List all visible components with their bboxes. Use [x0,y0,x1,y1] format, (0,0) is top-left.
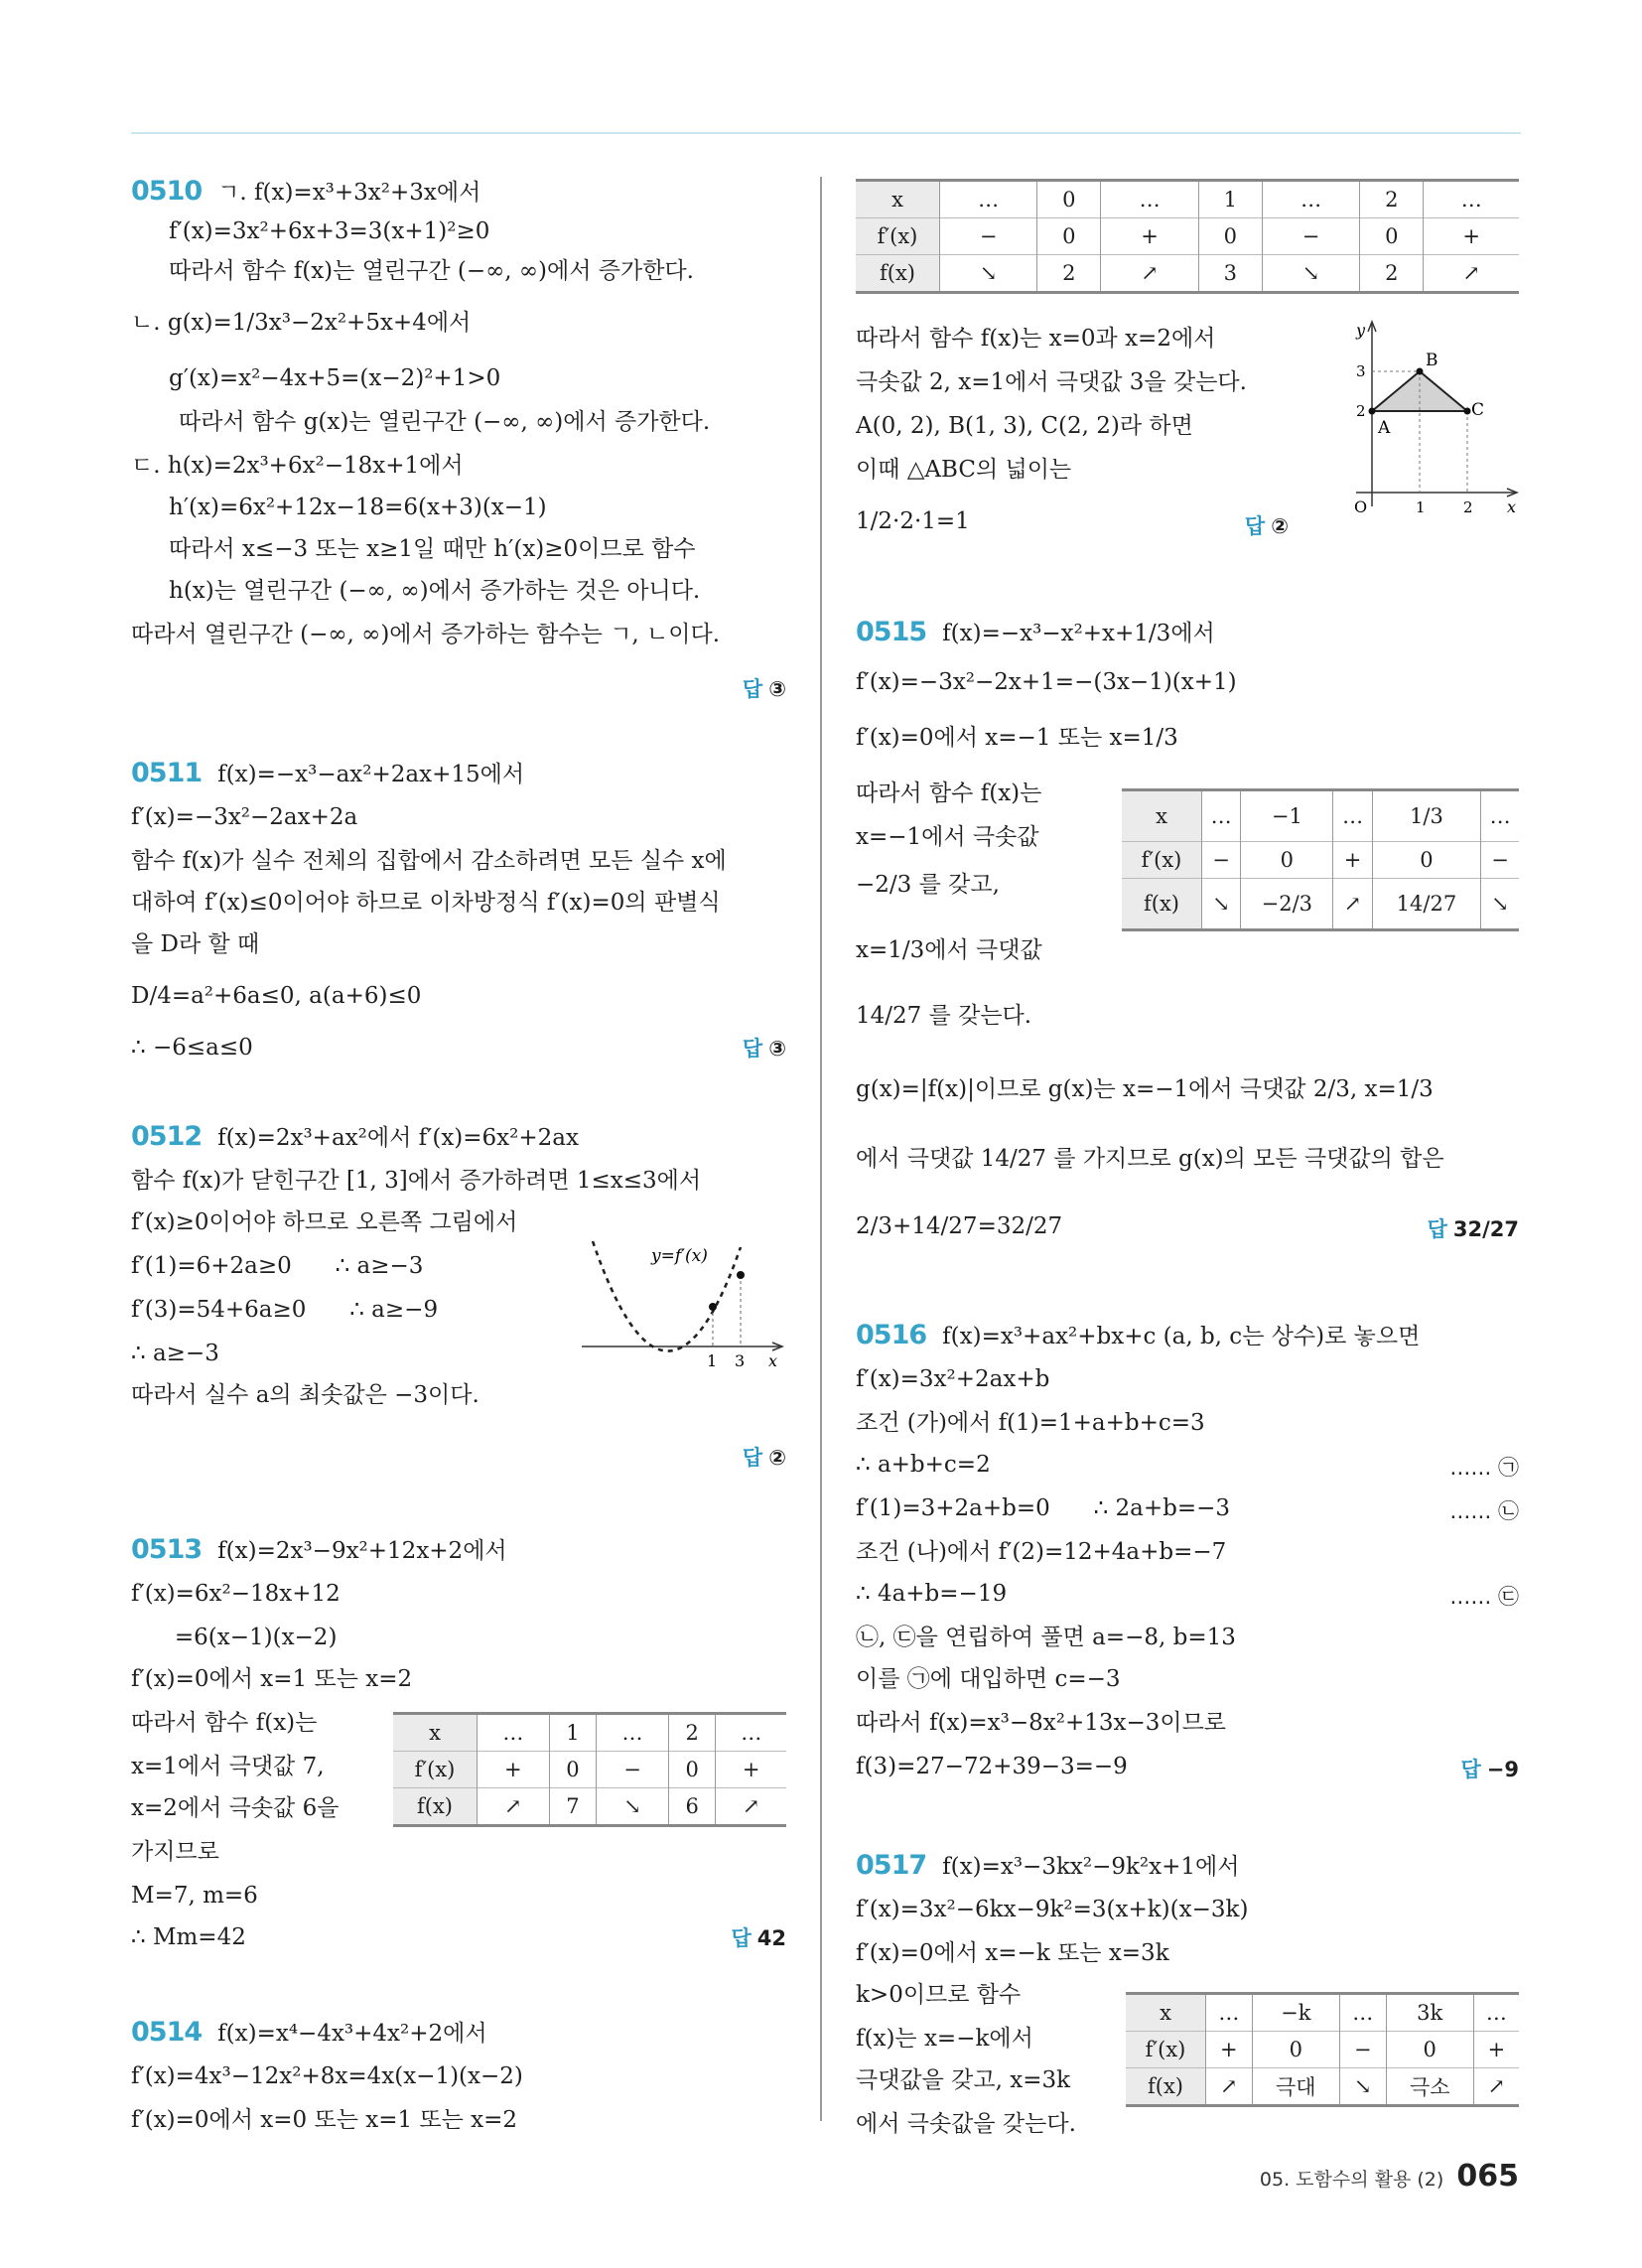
problem-0516-line: 따라서 f(x)=x³−8x²+13x−3이므로 [856,1710,1227,1736]
problem-0512-line: f′(3)=54+6a≥0 ∴ a≥−9 [131,1297,439,1323]
table-row: f′(x) + 0 − 0 + [1126,2032,1519,2068]
problem-0511-line: 0511 f(x)=−x³−ax²+2ax+15에서 [131,758,525,788]
problem-0514-line: A(0, 2), B(1, 3), C(2, 2)라 하면 [856,413,1193,439]
problem-0516-line: f′(1)=3+2a+b=0 ∴ 2a+b=−3 [856,1495,1231,1521]
equation-mark: …… ㉢ [1449,1585,1519,1609]
answer-0514: 답 ② [1244,514,1289,538]
problem-0517-line: f′(x)=0에서 x=−k 또는 x=3k [856,1940,1169,1966]
problem-0513-line: ∴ Mm=42 [131,1924,246,1950]
variation-table-0513 [393,1712,786,1827]
problem-0511-line: ∴ −6≤a≤0 [131,1035,253,1061]
problem-0511-line: 대하여 f′(x)≤0이어야 하므로 이차방정식 f′(x)=0의 판별식 [131,890,721,916]
table-row: f′(x) − 0 + 0 − [1122,842,1519,879]
page-footer [1260,2159,1519,2194]
table-row: f′(x) + 0 − 0 + [393,1752,786,1788]
problem-0516-line: 조건 (가)에서 f(1)=1+a+b+c=3 [856,1410,1205,1436]
problem-0514-line: 0514 f(x)=x⁴−4x³+4x²+2에서 [131,2017,487,2048]
problem-0513-line: 0513 f(x)=2x³−9x²+12x+2에서 [131,1534,507,1565]
problem-0516-line: 0516 f(x)=x³+ax²+bx+c (a, b, c는 상수)로 놓으면 [856,1320,1421,1350]
problem-0514-line: f′(x)=0에서 x=0 또는 x=1 또는 x=2 [131,2107,518,2133]
table-row: f(x) ↗ 7 ↘ 6 ↗ [393,1788,786,1826]
problem-0516-line: ㉡, ㉢을 연립하여 풀면 a=−8, b=13 [856,1625,1236,1650]
problem-0517-line: 에서 극솟값을 갖는다. [856,2111,1076,2137]
problem-0515-line: f′(x)=−3x²−2x+1=−(3x−1)(x+1) [856,669,1237,695]
problem-0510-line: ㄴ. g(x)=1/3x³−2x²+5x+4에서 [131,310,472,336]
problem-number-0513: 0513 [131,1534,203,1565]
problem-0512-line: 함수 f(x)가 닫힌구간 [1, 3]에서 증가하려면 1≤x≤3에서 [131,1168,702,1194]
problem-0513-line: =6(x−1)(x−2) [131,1625,338,1650]
answer-0510: 답 ③ [742,677,786,701]
point-x1 [709,1303,717,1311]
problem-0515-line: 에서 극댓값 14/27 를 가지므로 g(x)의 모든 극댓값의 합은 [856,1146,1444,1172]
problem-0510-line: 따라서 x≤−3 또는 x≥1일 때만 h′(x)≥0이므로 함수 [169,536,696,562]
problem-0517-line: 0517 f(x)=x³−3kx²−9k²x+1에서 [856,1850,1240,1881]
table-row: x … 1 … 2 … [393,1714,786,1752]
table-row: f(x) ↘ 2 ↗ 3 ↘ 2 ↗ [856,255,1519,293]
triangle-graph [1336,318,1519,516]
problem-0517-line: f′(x)=3x²−6kx−9k²=3(x+k)(x−3k) [856,1897,1249,1922]
equation-mark: …… ㉡ [1449,1499,1519,1523]
tick-label: 2 [1356,402,1366,420]
problem-0511-line: f′(x)=−3x²−2ax+2a [131,804,358,830]
problem-0510-line: 0510 ㄱ. f(x)=x³+3x²+3x에서 [131,176,481,207]
problem-number-0514: 0514 [131,2017,203,2048]
problem-0514-line: 이때 △ABC의 넓이는 [856,457,1072,483]
problem-number-0512: 0512 [131,1121,203,1152]
problem-0513-line: f′(x)=6x²−18x+12 [131,1581,341,1607]
problem-0510-line: g′(x)=x²−4x+5=(x−2)²+1>0 [169,365,501,391]
problem-number-0511: 0511 [131,758,203,788]
table-row: x … −1 … 1/3 … [1122,790,1519,842]
table-row: f(x) ↘ −2/3 ↗ 14/27 ↘ [1122,879,1519,930]
problem-0514-line: 따라서 함수 f(x)는 x=0과 x=2에서 [856,326,1216,352]
problem-0513-line: x=1에서 극댓값 7, [131,1754,325,1779]
problem-0512-line: f′(1)=6+2a≥0 ∴ a≥−3 [131,1253,424,1279]
problem-0511-line: D/4=a²+6a≤0, a(a+6)≤0 [131,983,422,1009]
table-row: x … −k … 3k … [1126,1994,1519,2032]
problem-0512-line: 0512 f(x)=2x³+ax²에서 f′(x)=6x²+2ax [131,1121,579,1152]
problem-0516-line: f(3)=27−72+39−3=−9 [856,1754,1128,1779]
axis-label-y: y [1356,321,1366,340]
point-label-b: B [1426,351,1438,370]
problem-0510-line: h′(x)=6x²+12x−18=6(x+3)(x−1) [169,495,547,520]
problem-0516-line: 조건 (나)에서 f′(2)=12+4a+b=−7 [856,1539,1227,1565]
point-b [1417,368,1424,375]
problem-number-0510: 0510 [131,176,203,207]
problem-0514-line: f′(x)=4x³−12x²+8x=4x(x−1)(x−2) [131,2063,523,2089]
problem-number-0517: 0517 [856,1850,927,1881]
problem-0510-line: f′(x)=3x²+6x+3=3(x+1)²≥0 [169,218,490,244]
derivative-graph [578,1227,786,1370]
point-a [1369,408,1376,415]
problem-0510-line: 따라서 함수 g(x)는 열린구간 (−∞, ∞)에서 증가한다. [179,409,711,435]
answer-0513: 답 42 [731,1926,786,1950]
problem-0510-line: 따라서 함수 f(x)는 열린구간 (−∞, ∞)에서 증가한다. [169,258,694,284]
problem-0517-line: f(x)는 x=−k에서 [856,2026,1033,2052]
problem-0515-line: 따라서 함수 f(x)는 [856,780,1042,806]
problem-0511-line: 을 D라 할 때 [131,931,260,957]
tick-label: 2 [1463,498,1473,516]
problem-0517-line: k>0이므로 함수 [856,1982,1022,2008]
problem-0515-line: 0515 f(x)=−x³−x²+x+1/3에서 [856,617,1215,647]
point-x3 [737,1271,745,1279]
origin-label: O [1354,497,1368,516]
problem-0517-line: 극댓값을 갖고, x=3k [856,2067,1071,2093]
problem-0514-line: 극솟값 2, x=1에서 극댓값 3을 갖는다. [856,369,1247,395]
problem-0510-line: 따라서 열린구간 (−∞, ∞)에서 증가하는 함수는 ㄱ, ㄴ이다. [131,622,721,647]
column-divider [820,177,822,2121]
page-number: 065 [1456,2159,1519,2194]
problem-0512-line: 따라서 실수 a의 최솟값은 −3이다. [131,1382,479,1408]
answer-0515: 답 32/27 [1427,1217,1519,1241]
variation-table-0514 [856,179,1519,294]
problem-0514-line: 1/2·2·1=1 [856,508,970,534]
problem-0515-line: −2/3 를 갖고, [856,872,1000,898]
table-row: x … 0 … 1 … 2 … [856,181,1519,218]
problem-number-0516: 0516 [856,1320,927,1350]
variation-table-0515 [1122,788,1519,931]
tick-label: 1 [1416,498,1426,516]
point-label-c: C [1471,400,1485,420]
header-rule [131,132,1521,134]
problem-0515-line: 2/3+14/27=32/27 [856,1213,1063,1239]
problem-0511-line: 함수 f(x)가 실수 전체의 집합에서 감소하려면 모든 실수 x에 [131,848,727,874]
problem-0516-line: 이를 ㉠에 대입하면 c=−3 [856,1666,1121,1692]
problem-0513-line: 가지므로 [131,1839,219,1865]
problem-0515-line: g(x)=|f(x)|이므로 g(x)는 x=−1에서 극댓값 2/3, x=1/3 [856,1076,1434,1102]
point-label-a: A [1378,418,1391,438]
problem-0513-line: 따라서 함수 f(x)는 [131,1710,318,1736]
problem-0510-line: ㄷ. h(x)=2x³+6x²−18x+1에서 [131,453,464,479]
problem-0513-line: x=2에서 극솟값 6을 [131,1795,340,1821]
tick-label: 3 [735,1351,746,1370]
problem-0512-line: f′(x)≥0이어야 하므로 오른쪽 그림에서 [131,1209,518,1235]
problem-0515-line: x=1/3에서 극댓값 [856,937,1042,963]
point-c [1464,408,1471,415]
answer-0511: 답 ③ [742,1037,786,1061]
variation-table-0517 [1126,1992,1519,2107]
problem-0512-line: ∴ a≥−3 [131,1341,219,1366]
problem-0510-line: h(x)는 열린구간 (−∞, ∞)에서 증가하는 것은 아니다. [169,578,701,604]
table-row: f(x) ↗ 극대 ↘ 극소 ↗ [1126,2068,1519,2106]
answer-0512: 답 ② [742,1446,786,1470]
problem-0516-line: f′(x)=3x²+2ax+b [856,1366,1050,1392]
answer-0516: 답 −9 [1460,1758,1519,1781]
problem-0516-line: ∴ a+b+c=2 [856,1452,991,1478]
problem-number-0515: 0515 [856,617,927,647]
problem-0515-line: x=−1에서 극솟값 [856,824,1039,850]
tick-label: 3 [1356,362,1366,380]
table-row: f′(x) − 0 + 0 − 0 + [856,218,1519,255]
axis-label-x: x [1507,497,1517,516]
problem-0513-line: f′(x)=0에서 x=1 또는 x=2 [131,1666,413,1692]
equation-mark: …… ㉠ [1449,1456,1519,1480]
problem-0515-line: 14/27 를 갖는다. [856,1003,1032,1029]
curve-label: y=f′(x) [651,1246,708,1266]
problem-0513-line: M=7, m=6 [131,1883,258,1909]
problem-0515-line: f′(x)=0에서 x=−1 또는 x=1/3 [856,725,1178,751]
problem-0516-line: ∴ 4a+b=−19 [856,1581,1008,1607]
axis-label-x: x [768,1351,778,1370]
chapter-title: 05. 도함수의 활용 (2) [1259,2169,1444,2191]
tick-label: 1 [707,1351,718,1370]
